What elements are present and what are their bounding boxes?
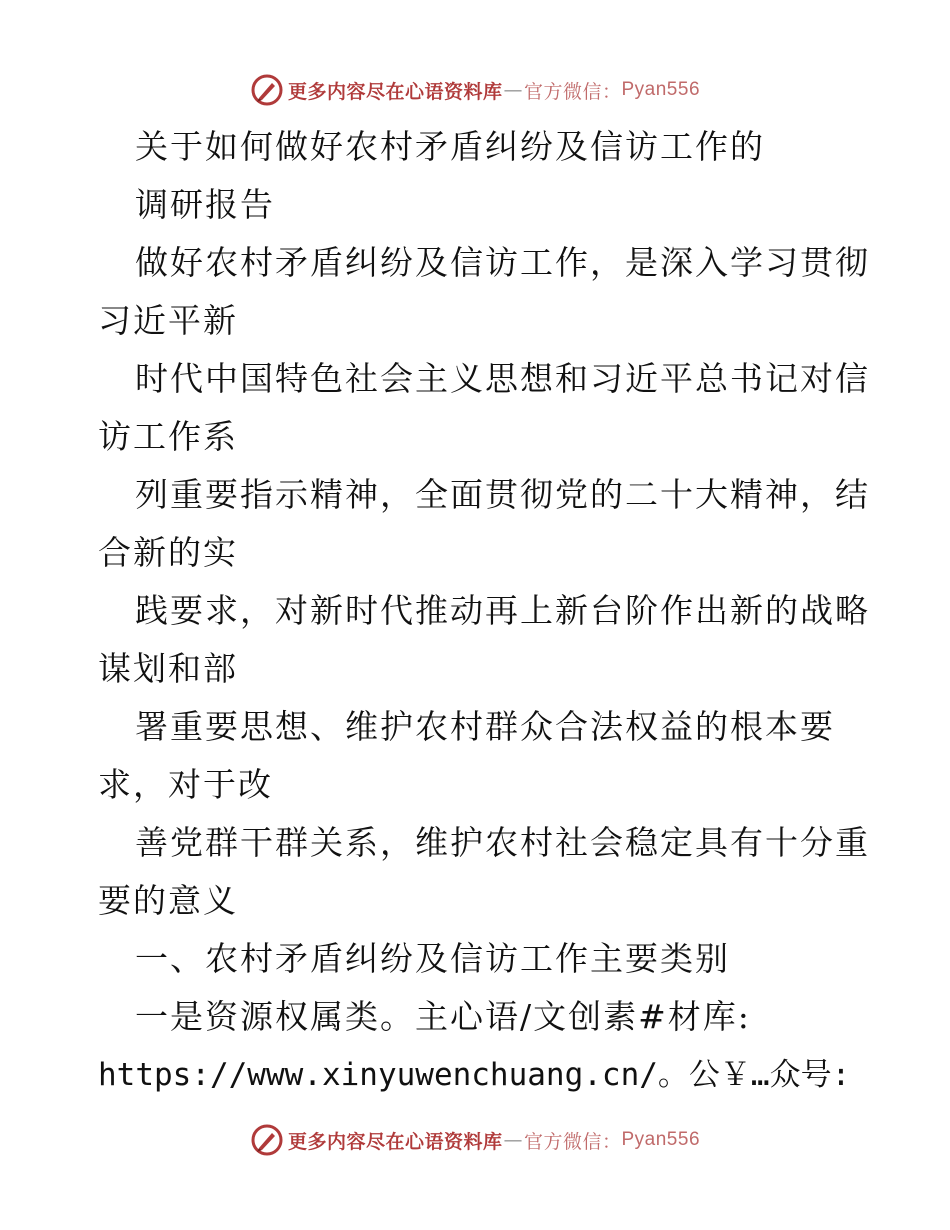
paragraph-line: 求，对于改 xyxy=(98,765,273,804)
watermark-wechat-id: Pyan556 xyxy=(621,1129,701,1150)
pen-logo-icon xyxy=(250,73,284,107)
paragraph-line: 要的意义 xyxy=(98,881,238,920)
paragraph-line: 做好农村矛盾纠纷及信访工作，是深入学习贯彻 xyxy=(135,243,870,282)
watermark-header xyxy=(0,70,950,110)
watermark-site-name: 更多内容尽在心语资料库 xyxy=(287,1130,503,1153)
document-body xyxy=(98,118,870,1104)
paragraph-line: 合新的实 xyxy=(98,533,238,572)
paragraph-line: 谋划和部 xyxy=(98,649,238,688)
paragraph-line: 一是资源权属类。主心语/文创素#材库: xyxy=(135,997,751,1036)
paragraph-line: 访工作系 xyxy=(98,417,238,456)
paragraph-line: 善党群干群关系，维护农村社会稳定具有十分重 xyxy=(135,823,870,862)
paragraph-line: 署重要思想、维护农村群众合法权益的根本要 xyxy=(135,707,835,746)
pen-logo-icon xyxy=(250,1123,284,1157)
title-line-1: 关于如何做好农村矛盾纠纷及信访工作的 xyxy=(135,127,765,166)
section-heading: 一、农村矛盾纠纷及信访工作主要类别 xyxy=(135,939,730,978)
paragraph-line: 时代中国特色社会主义思想和习近平总书记对信 xyxy=(135,359,870,398)
watermark-official-label: 官方微信： xyxy=(523,80,622,103)
watermark-wechat-id: Pyan556 xyxy=(621,79,701,100)
paragraph-line: 习近平新 xyxy=(98,301,238,340)
title-line-2: 调研报告 xyxy=(135,185,275,224)
paragraph-line: 践要求，对新时代推动再上新台阶作出新的战略 xyxy=(135,591,870,630)
watermark-dash: — xyxy=(503,1129,523,1151)
watermark-footer xyxy=(0,1120,950,1160)
url-line: https://www.xinyuwenchuang.cn/。公￥…众号: xyxy=(98,1057,851,1093)
watermark-official-label: 官方微信： xyxy=(523,1130,622,1153)
watermark-dash: — xyxy=(503,79,523,101)
watermark-site-name: 更多内容尽在心语资料库 xyxy=(287,80,503,103)
paragraph-line: 列重要指示精神，全面贯彻党的二十大精神，结 xyxy=(135,475,870,514)
